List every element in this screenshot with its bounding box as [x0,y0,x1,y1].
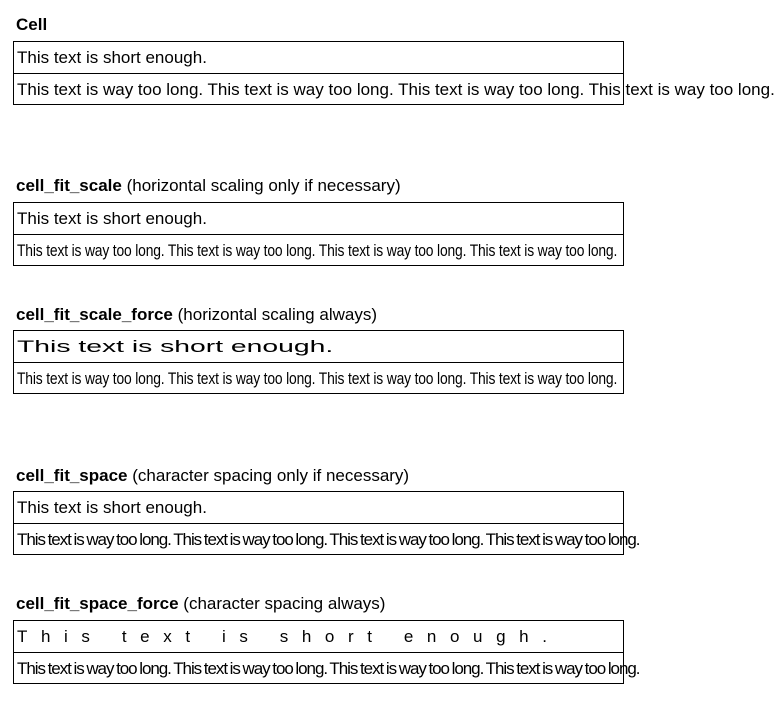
cell-text: This text is way too long. This text is way too long. This text is way too long. This text is way too long. [17,530,640,549]
cell-row-short [14,203,623,234]
cell-text: This text is short enough. [17,498,207,517]
cell-fit-space-box [13,491,640,555]
section-description: (character spacing always) [183,594,386,613]
cell-row-long [14,362,623,393]
cell-fit-scale-force-box [13,330,624,394]
section-name: cell_fit_space_force [16,594,179,613]
cell-box [13,41,775,105]
cell-row-long [14,234,623,265]
section-name: Cell [16,15,48,34]
cell-text: This text is way too long. This text is way too long. This text is way too long. This text is way too long. [17,659,640,678]
cell-text: This text is short enough. [17,337,334,356]
section-description: (character spacing only if necessary) [132,466,410,485]
section-description: (horizontal scaling only if necessary) [126,176,401,195]
section-heading-cell-fit-space-force [16,594,385,614]
cell-row-long [14,523,640,554]
section-heading-cell [16,15,47,35]
section-heading-cell-fit-space [16,466,409,486]
cell-fit-space-force-box [13,620,640,684]
cell-row-long [14,652,640,683]
section-name: cell_fit_space [16,466,128,485]
section-heading-cell-fit-scale-force [16,305,377,325]
section-name: cell_fit_scale [16,176,122,195]
section-name: cell_fit_scale_force [16,305,173,324]
cell-text: This text is short enough. [17,48,207,67]
cell-text: This text is short enough. [17,627,561,646]
cell-row-short [14,42,623,73]
cell-row-short [14,621,623,652]
cell-text: This text is way too long. This text is way too long. This text is way too long. This text is way too long. [17,80,775,99]
cell-row-short [14,331,623,362]
cell-row-short [14,492,623,523]
section-description: (horizontal scaling always) [177,305,377,324]
cell-text: This text is way too long. This text is way too long. This text is way too long. This text is way too long. [17,241,618,260]
cell-text: This text is way too long. This text is way too long. This text is way too long. This text is way too long. [17,369,618,388]
cell-text: This text is short enough. [17,209,207,228]
section-heading-cell-fit-scale [16,176,401,196]
cell-row-long [14,73,775,104]
cell-fit-scale-box [13,202,624,266]
